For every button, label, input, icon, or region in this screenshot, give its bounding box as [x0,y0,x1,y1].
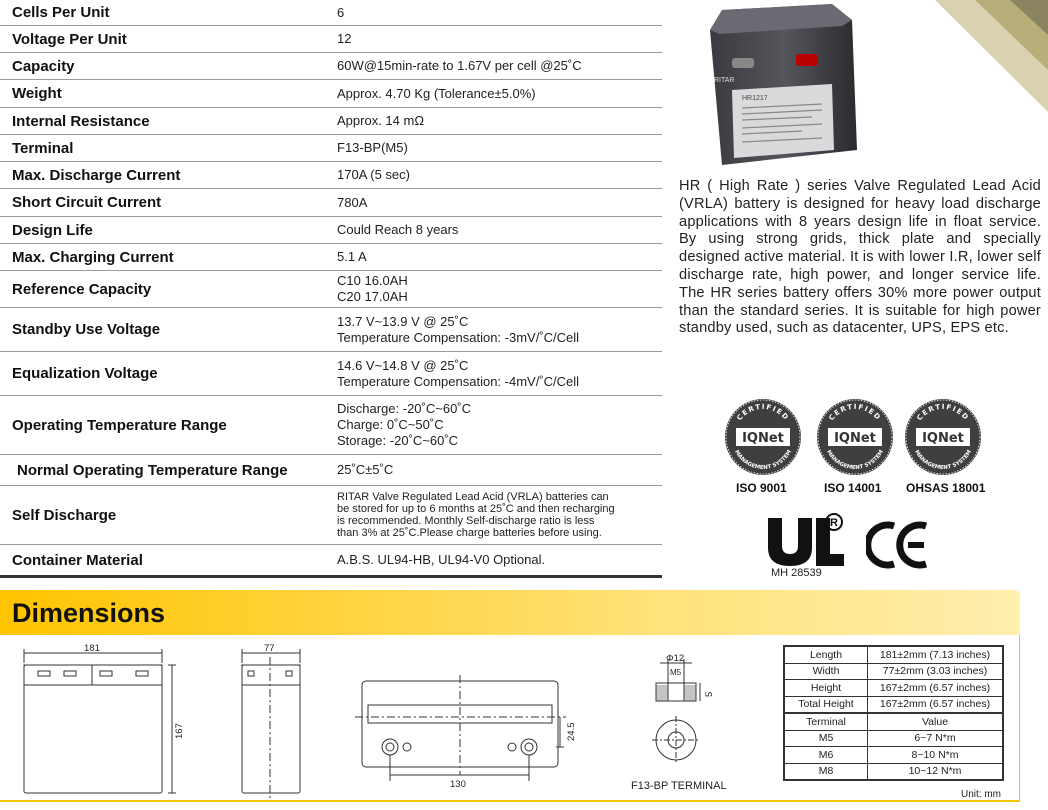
table-cell: M5 [784,730,868,747]
seal-brand-text: IQNet [922,431,964,446]
table-cell: 181±2mm (7.13 inches) [868,646,1004,663]
terminal-caption: F13-BP TERMINAL [631,780,727,792]
table-cell: Length [784,646,868,663]
spec-value-line: Discharge: -20˚C~60˚C [337,401,472,416]
spec-value-line: Charge: 0˚C~50˚C [337,417,444,432]
spec-label: Max. Charging Current [12,248,174,266]
table-row [784,713,1003,730]
spec-value [337,26,662,52]
terminal-dia-label: Φ12 [666,653,685,664]
side-view-body [242,665,300,793]
ce-mark-icon [866,520,930,570]
spec-value [337,189,662,216]
seal-top-text: CERTIFIED [915,402,971,423]
terminal-depth-label: 5 [704,691,715,697]
table-cell: 167±2mm (6.57 inches) [868,696,1004,713]
spec-label: Capacity [12,57,75,75]
spec-value [337,352,662,395]
spec-row [0,135,662,162]
spec-value [337,308,662,351]
spec-label: Reference Capacity [12,280,152,298]
certification-label: ISO 9001 [736,481,787,495]
spec-value-line: 25˚C±5˚C [337,462,394,477]
spec-value-line: 780A [337,194,368,210]
terminal-bolt-label: M5 [670,668,682,677]
spec-value [337,0,662,25]
spec-row [0,308,662,352]
spec-label: Design Life [12,221,93,239]
spec-value-line: C10 16.0AH [337,273,408,288]
table-cell: M8 [784,763,868,780]
unit-label: Unit: mm [961,789,1001,800]
table-cell: Height [784,680,868,697]
spec-label: Voltage Per Unit [12,30,127,48]
spec-value-line: C20 17.0AH [337,289,408,304]
spec-row [0,53,662,80]
spec-row [0,26,662,53]
spec-row [0,189,662,217]
spec-label: Equalization Voltage [12,365,158,382]
table-header-cell: Terminal [784,713,868,730]
spec-value-line: 5.1 A [337,249,367,264]
spec-row [0,162,662,189]
spec-value-line: Storage: -20˚C~60˚C [337,433,459,448]
background-photo-corner [935,0,1048,112]
table-cell: 77±2mm (3.03 inches) [868,663,1004,680]
spec-value [337,135,662,161]
spec-row [0,217,662,244]
spec-row [0,545,662,578]
spec-label: Max. Discharge Current [12,166,181,184]
spec-value-line: be stored for up to 6 months at 25˚C and then recharging [337,503,615,515]
seal-bottom-text: MANAGEMENT SYSTEM [913,449,973,472]
spec-row [0,455,662,486]
table-row [784,663,1003,680]
seal-top-text: CERTIFIED [827,402,883,423]
spec-value-line: 6 [337,4,345,20]
spec-value [337,455,662,485]
certification-label: OHSAS 18001 [906,481,986,495]
front-width-label: 181 [84,643,100,654]
spec-label: Short Circuit Current [12,194,162,211]
spec-value [337,486,662,544]
seal-bottom-text: MANAGEMENT SYSTEM [733,449,793,472]
spec-value [337,80,662,107]
ul-recognized-icon [764,512,854,570]
height-label: 167 [174,723,185,739]
table-row [784,747,1003,764]
table-row [784,696,1003,713]
ul-file-number: MH 28539 [771,567,822,579]
spec-value-line: than 3% at 25˚C.Please charge batteries before using. [337,527,602,539]
dimension-drawings [0,635,780,805]
spec-value [337,396,662,454]
spec-label: Cells Per Unit [12,4,110,21]
spec-label: Normal Operating Temperature Range [17,461,288,479]
terminal-height-label: 24.5 [566,722,577,741]
spec-label: Container Material [12,551,143,569]
seal-bottom-text: MANAGEMENT SYSTEM [825,449,885,472]
spec-label: Operating Temperature Range [12,416,227,434]
dimension-table [783,645,1004,781]
iqnet-seal-icon [904,398,982,476]
spec-value [337,162,662,188]
spec-value-line: Could Reach 8 years [337,222,459,237]
spec-value-line: F13-BP(M5) [337,140,408,155]
table-header-cell: Value [868,713,1004,730]
spec-row [0,396,662,455]
spec-value-line: Approx. 14 mΩ [337,113,425,128]
spec-value-line: 13.7 V~13.9 V @ 25˚C [337,313,469,329]
front-view-lid [24,665,162,685]
battery-model: HR1217 [742,95,768,102]
table-cell: M6 [784,747,868,764]
product-description: HR ( High Rate ) series Valve Regulated Lead Acid (VRLA) battery is designed for heavy load discharge applications with 8 years design life in float service. By using strong grids, thick plate and specially designed active material. It is with lower I.R, lower self discharge rate, high power, and longer service life. The HR series battery offers 30% more power output than the standard series. It is suitable for high power standby used, such as datacenter, UPS, EPS etc. [679,178,1041,337]
table-cell: 6~7 N*m [868,730,1004,747]
svg-text:R: R [830,517,838,529]
spec-row [0,108,662,135]
table-cell: Total Height [784,696,868,713]
spec-value [337,53,662,79]
table-row [784,763,1003,780]
dimensions-title: Dimensions [12,598,166,628]
spec-value [337,271,662,307]
spec-value-line: 170A (5 sec) [337,167,410,182]
spec-row [0,271,662,308]
spec-value-line: Approx. 4.70 Kg (Tolerance±5.0%) [337,85,536,101]
spec-value-line: 14.6 V~14.8 V @ 25˚C [337,357,469,373]
table-row [784,646,1003,663]
table-cell: 167±2mm (6.57 inches) [868,680,1004,697]
spec-label: Weight [12,85,62,102]
spec-row [0,244,662,271]
battery-image [692,0,882,170]
front-view-body [24,665,162,793]
spec-row [0,80,662,108]
spec-value [337,244,662,270]
table-row [784,680,1003,697]
spec-row [0,486,662,545]
seal-brand-text: IQNet [834,431,876,446]
spec-row [0,0,662,26]
spec-value [337,108,662,134]
table-cell: 10~12 N*m [868,763,1004,780]
spec-value-line: A.B.S. UL94-HB, UL94-V0 Optional. [337,552,546,567]
table-row [784,730,1003,747]
seal-brand-text: IQNet [742,431,784,446]
spec-label: Internal Resistance [12,112,150,130]
iqnet-seal-icon [724,398,802,476]
spec-row [0,352,662,396]
spec-label: Standby Use Voltage [12,321,161,338]
spec-label: Terminal [12,139,74,157]
spec-value-line: RITAR Valve Regulated Lead Acid (VRLA) batteries can [337,491,609,503]
terminal-spacing-label: 130 [450,779,466,790]
spec-value-line: Temperature Compensation: -4mV/˚C/Cell [337,373,580,389]
seal-top-text: CERTIFIED [735,402,791,423]
spec-value [337,545,662,575]
spec-value [337,217,662,243]
table-cell: 8~10 N*m [868,747,1004,764]
spec-value-line: 60W@15min-rate to 1.67V per cell @25˚C [337,58,582,73]
spec-value-line: 12 [337,31,352,46]
spec-value-line: Temperature Compensation: -3mV/˚C/Cell [337,329,580,345]
spec-table [0,0,662,578]
certification-label: ISO 14001 [824,481,882,495]
table-cell: Width [784,663,868,680]
spec-label: Self Discharge [12,506,117,524]
battery-brand: RITAR [714,77,735,84]
iqnet-seal-icon [816,398,894,476]
spec-value-line: is recommended. Monthly Self-discharge ratio is less [337,515,595,527]
side-width-label: 77 [264,643,275,654]
